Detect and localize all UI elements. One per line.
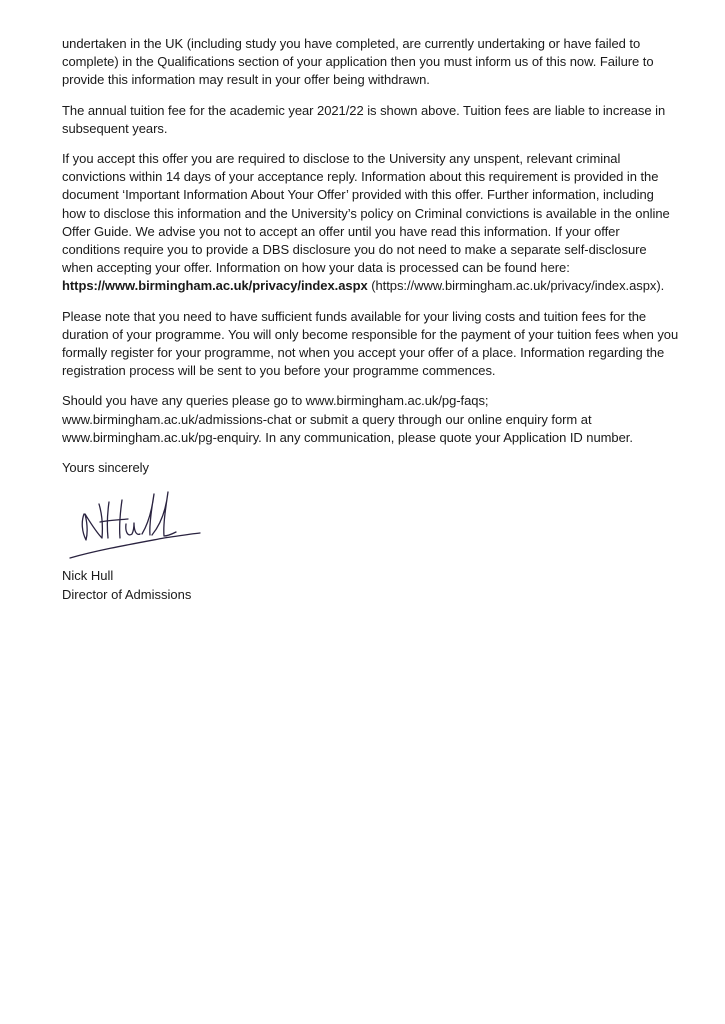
signer-title: Director of Admissions xyxy=(62,586,192,602)
paragraph-qualifications: undertaken in the UK (including study you have completed, are currently undertaking or have failed to complete) in the Qualifications section of your application then you must inform us of this now. Failure to provide this information may result in your offer being withdrawn. xyxy=(62,36,654,88)
signer-name: Nick Hull xyxy=(62,568,114,583)
letter-body xyxy=(62,35,680,477)
closing-line: Yours sincerely xyxy=(62,460,149,476)
paragraph-funds: Please note that you need to have sufficient funds available for your living costs and tuition fees for the duration of your programme. You will only become responsible for the payment of your tuition fees when you formally register for your programme, not when you accept your offer of a place. Information regarding the registration process will be sent to you before your programme commences. xyxy=(62,308,679,379)
paragraph-tuition-fee: The annual tuition fee for the academic year 2021/22 is shown above. Tuition fees are liable to increase in subsequent years. xyxy=(62,102,666,136)
privacy-link[interactable]: https://www.birmingham.ac.uk/privacy/index.aspx xyxy=(62,278,368,294)
privacy-link-plain: (https://www.birmingham.ac.uk/privacy/index.aspx). xyxy=(371,278,665,294)
paragraph-queries: Should you have any queries please go to www.birmingham.ac.uk/pg-faqs; www.birmingham.ac.uk/admissions-chat or submit a query through our online enquiry form at www.birmingham.ac.uk/pg-enquiry. In any communication, please quote your Application ID number. xyxy=(62,393,633,445)
convictions-text: If you accept this offer you are required to disclose to the University any unspent, relevant criminal convictions within 14 days of your acceptance reply. Information about this requirement is provided in the document ‘Important Information About Your Offer’ provided with this offer. Further information, including how to disclose this information and the University’s policy on Criminal convictions is available in the online Offer Guide. We advise you not to accept an offer until you have read this information. If your offer conditions require you to provide a DBS disclosure you do not need to make a separate self-disclosure when accepting your offer. Information on how your data is processed can be found here: xyxy=(62,151,670,276)
handwritten-signature xyxy=(62,480,212,562)
signer-block xyxy=(62,567,191,604)
paragraph-criminal-convictions xyxy=(62,150,680,296)
